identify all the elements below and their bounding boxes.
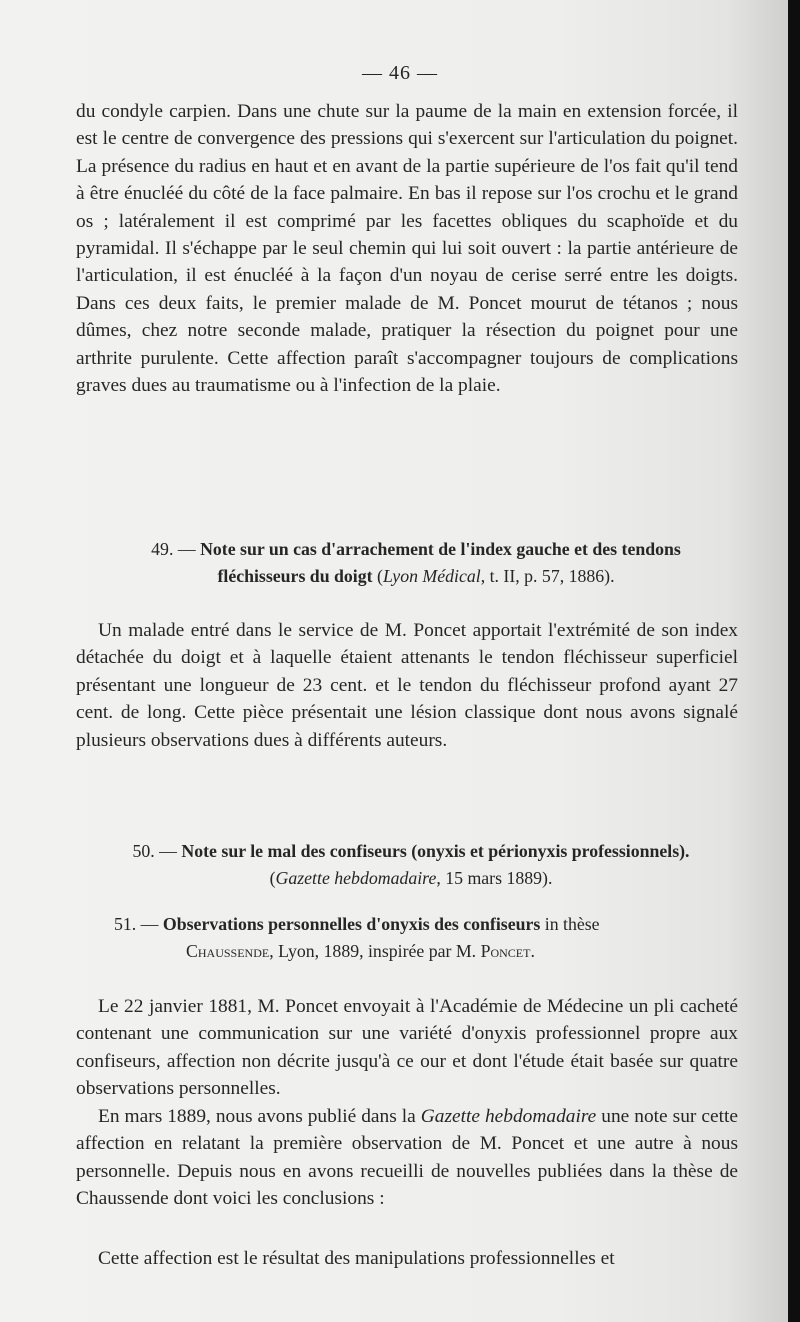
paragraph-intro: du condyle carpien. Dans une chute sur la paume de la main en extension forcée, il est le centre de convergence des pressions qui s'exercent sur l'articulation du poignet. La présence du radius en haut et en avant de la partie supérieure de l'os fait qu'il tend à être énucléé du côté de la face palmaire. En bas il repose sur l'os crochu et le grand os ; latéralement il est comprimé par les facettes obliques du scaphoïde et du pyramidal. Il s'échappe par le seul chemin qui lui soit ouvert : la partie antérieure de l'articulation, il est énucléé à la façon d'un noyau de cerise serré entre les doigts. Dans ces deux faits, le premier malade de M. Poncet mourut de tétanos ; nous dûmes, chez notre seconde malade, pratiquer la résection du poignet pour une arthrite purulente. Cette affection paraît s'accompagner toujours de complications graves dues au traumatisme ou à l'infection de la plaie.	[76, 101, 738, 397]
paragraph-51-a: Le 22 janvier 1881, M. Poncet envoyait à l'Académie de Médecine un pli cacheté contenant une communication sur une variété d'onyxis professionnel propre aux confiseurs, affection non décrite jusqu'à ce our et dont l'étude était basée sur quatre observations personnelles.	[76, 996, 738, 1100]
paragraph-51-b-journal: Gazette hebdomadaire	[420, 1106, 597, 1127]
entry-50-title: Note sur le mal des confiseurs (onyxis et périonyxis professionnels).	[181, 841, 690, 861]
entry-51-inspirer: Poncet	[480, 941, 531, 961]
paragraph-51-b-rest: une note sur cette affection en relatant la première observation de M. Poncet et une autre à nous personnelle. Depuis nous en avons recueilli de nouvelles publiées dans la thèse de Chaussende dont voici les conclusions :	[76, 1106, 738, 1210]
paragraph-51-b-start: En mars 1889, nous avons publié dans la	[98, 1106, 421, 1127]
paragraph-51-b	[76, 1103, 738, 1213]
paragraph-51-c: Cette affection est le résultat des manipulations professionnelles et	[98, 1248, 615, 1269]
entry-51-end: .	[530, 941, 535, 961]
entry-51-title: Observations personnelles d'onyxis des confiseurs	[162, 914, 541, 934]
entry-49-number: 49. —	[151, 539, 196, 559]
entry-50-journal: Gazette hebdomadaire	[275, 868, 437, 888]
entry-51-heading	[114, 911, 754, 965]
entry-49-title-line2: fléchisseurs du doigt	[217, 566, 373, 586]
entry-51-author: Chaussende	[186, 941, 270, 961]
entry-51-place-date: , Lyon, 1889, inspirée par M.	[269, 941, 481, 961]
entry-49-journal: Lyon Médical	[382, 566, 481, 586]
entry-49-reference: , t. II, p. 57, 1886).	[480, 566, 615, 586]
entry-50-heading: 50. — Note sur le mal des confiseurs (onyxis et périonyxis professionnels). (Gazette hebdomadaire, 15 mars 1889).	[132, 841, 690, 888]
entry-51-number: 51. —	[114, 914, 159, 934]
paragraph-49: Un malade entré dans le service de M. Poncet apportait l'extrémité de son index détachée du doigt et à laquelle étaient attenants le tendon fléchisseur superficiel présentant une longueur de 23 cent. et le tendon du fléchisseur profond ayant 27 cent. de long. Cette pièce présentait une lésion classique dont nous avons signalé plusieurs observations dues à différents auteurs.	[76, 620, 738, 751]
entry-49-heading: 49. — Note sur un cas d'arrachement de l'index gauche et des tendons fléchisseurs du doigt (Lyon Médical, t. II, p. 57, 1886).	[151, 539, 681, 586]
page-number: — 46 —	[362, 62, 438, 84]
entry-50-number: 50. —	[132, 841, 177, 861]
entry-51-after-title: in thèse	[540, 914, 600, 934]
entry-49-title-line1: Note sur un cas d'arrachement de l'index gauche et des tendons	[200, 539, 681, 559]
entry-50-reference: , 15 mars 1889).	[436, 868, 553, 888]
